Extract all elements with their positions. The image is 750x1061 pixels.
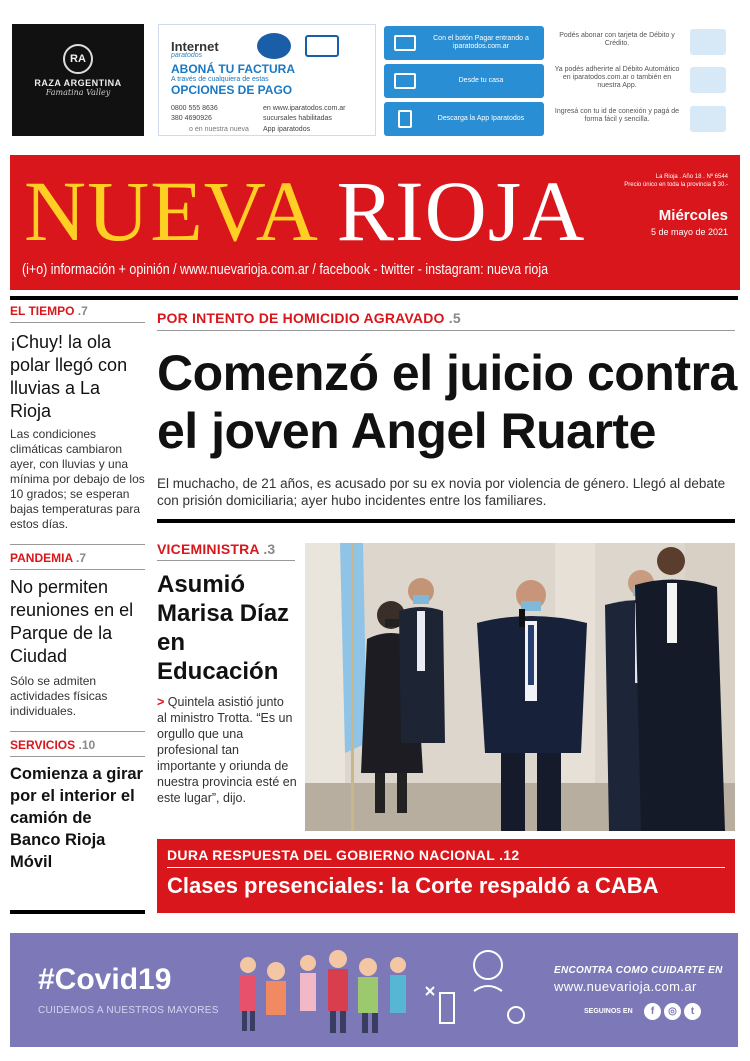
vice-kicker: VICEMINISTRA .3 — [157, 541, 276, 557]
pay-button-home-label: Desde tu casa — [458, 77, 504, 84]
twitter-icon[interactable]: t — [684, 1003, 701, 1020]
issue-price: Precio único en toda la provincia $ 30.- — [624, 182, 728, 188]
credit-card-icon — [690, 29, 726, 55]
ia-phone1: 0800 555 8636 — [171, 105, 218, 112]
ia-headline: ABONÁ TU FACTURA — [171, 62, 295, 76]
main-kicker: POR INTENTO DE HOMICIDIO AGRAVADO .5 — [157, 310, 461, 326]
covid-right-line1: ENCONTRA COMO CUIDARTE EN — [554, 965, 723, 976]
laptop-icon — [305, 35, 339, 57]
issue-number: La Rioja . Año 18 . Nº 6544 — [655, 174, 728, 180]
ia-branches: sucursales habilitadas — [263, 115, 332, 122]
pandemic-headline[interactable]: No permiten reuniones en el Parque de la Ciudad — [10, 577, 134, 666]
weather-headline[interactable]: ¡Chuy! la ola polar llegó con lluvias a La Rioja — [10, 332, 128, 421]
vice-arrow: > — [157, 695, 165, 709]
ra-logo: RA — [63, 44, 93, 74]
covid-subtitle: CUIDEMOS A NUESTROS MAYORES — [38, 1005, 219, 1016]
instagram-icon[interactable]: ◎ — [664, 1003, 681, 1020]
covid-hashtag: #Covid19 — [38, 963, 172, 996]
weather-body: Las condiciones climáticas cambiaron ayer, con lluvias y una mínima por debajo de los 10 grados; se esperan bajas temperaturas para estos días. — [10, 427, 145, 531]
pay-button-web[interactable] — [384, 26, 544, 60]
phone-icon — [398, 110, 412, 128]
payment-options-ad — [384, 24, 738, 136]
pay-text-card: Podés abonar con tarjeta de Débito y Crédito. — [559, 32, 675, 47]
ia-options: OPCIONES DE PAGO — [171, 83, 293, 97]
ra-brand: RAZA ARGENTINA — [34, 78, 122, 88]
ia-app: App iparatodos — [263, 126, 311, 133]
issue-date: 5 de mayo de 2021 — [650, 227, 728, 237]
masthead-tagline: (i+o) información + opinión / www.nuevarioja.com.ar / facebook - twitter - instagram: nueva rioja — [22, 262, 549, 278]
internet-para-todos-ad[interactable] — [158, 24, 376, 136]
section-label-services: SERVICIOS .10 — [10, 738, 96, 752]
masthead — [10, 155, 740, 290]
pay-button-home[interactable] — [384, 64, 544, 98]
family-illustration — [230, 941, 550, 1041]
issue-info — [624, 173, 728, 189]
banner-headline: Clases presenciales: la Corte respaldó a CABA — [167, 873, 659, 898]
laptop-icon — [394, 35, 416, 51]
ia-subtitle: paratodos — [171, 52, 203, 59]
main-deck: El muchacho, de 21 años, es acusado por su ex novia por violencia de género. Llegó al debate con prisión domiciliaria; ayer hubo incidentes entre los familiares. — [157, 476, 726, 508]
issue-day: Miércoles — [658, 207, 728, 224]
monitor-icon — [394, 73, 416, 89]
news-photo[interactable] — [305, 543, 735, 831]
vice-body: > Quintela asistió junto al ministro Trotta. “Es un orgullo que una profesional tan importante y oriunda de nuestra provincia esté en este lugar”, dijo. — [157, 695, 297, 805]
ia-footnote: o en nuestra nueva — [189, 126, 249, 133]
raza-argentina-ad[interactable] — [12, 24, 144, 136]
pay-button-app[interactable] — [384, 102, 544, 136]
covid-ad-banner[interactable] — [10, 933, 738, 1047]
ia-phone2: 380 4690926 — [171, 115, 212, 122]
bottom-red-banner[interactable] — [157, 839, 735, 913]
services-headline[interactable]: Comienza a girar por el interior el camión de Banco Rioja Móvil — [10, 765, 143, 871]
ia-middle: A través de cualquiera de estas — [171, 76, 269, 83]
pay-text-login: Ingresá con tu id de conexión y pagá de forma fácil y sencilla. — [554, 108, 680, 123]
pandemic-body: Sólo se admiten actividades físicas individuales. — [10, 674, 108, 718]
section-label-pandemic: PANDEMIA .7 — [10, 551, 87, 565]
facebook-icon[interactable]: f — [644, 1003, 661, 1020]
top-advertising-strip — [0, 0, 750, 150]
pay-button-web-label: Con el botón Pagar entrando a iparatodos.com.ar — [433, 35, 529, 50]
pay-button-app-label: Descarga la App Iparatodos — [437, 115, 525, 122]
ra-script: Famatina Valley — [45, 88, 111, 97]
tap-icon — [690, 106, 726, 132]
banner-kicker: DURA RESPUESTA DEL GOBIERNO NACIONAL .12 — [167, 847, 520, 863]
covid-follow: SEGUINOS EN — [584, 1008, 633, 1015]
pay-text-debit: Ya podés adherirte al Débito Automático en iparatodos.com.ar o también en nuestra App. — [554, 66, 680, 89]
main-headline[interactable]: Comenzó el juicio contra el joven Angel Ruarte — [157, 345, 737, 459]
left-column — [10, 304, 145, 873]
newspaper-title — [24, 163, 585, 259]
ia-web: en www.iparatodos.com.ar — [263, 105, 346, 112]
section-label-weather: EL TIEMPO .7 — [10, 304, 88, 318]
masthead-rule — [10, 296, 738, 300]
title-rioja: RIOJA — [336, 163, 586, 259]
photo-illustration — [305, 543, 735, 831]
title-nueva: NUEVA — [24, 163, 315, 259]
ia-title: Internet — [171, 39, 219, 54]
covid-url[interactable]: www.nuevarioja.com.ar — [554, 979, 697, 994]
auto-debit-icon — [690, 67, 726, 93]
vice-headline[interactable]: Asumió Marisa Díaz en Educación — [157, 571, 290, 685]
router-icon — [257, 33, 291, 59]
